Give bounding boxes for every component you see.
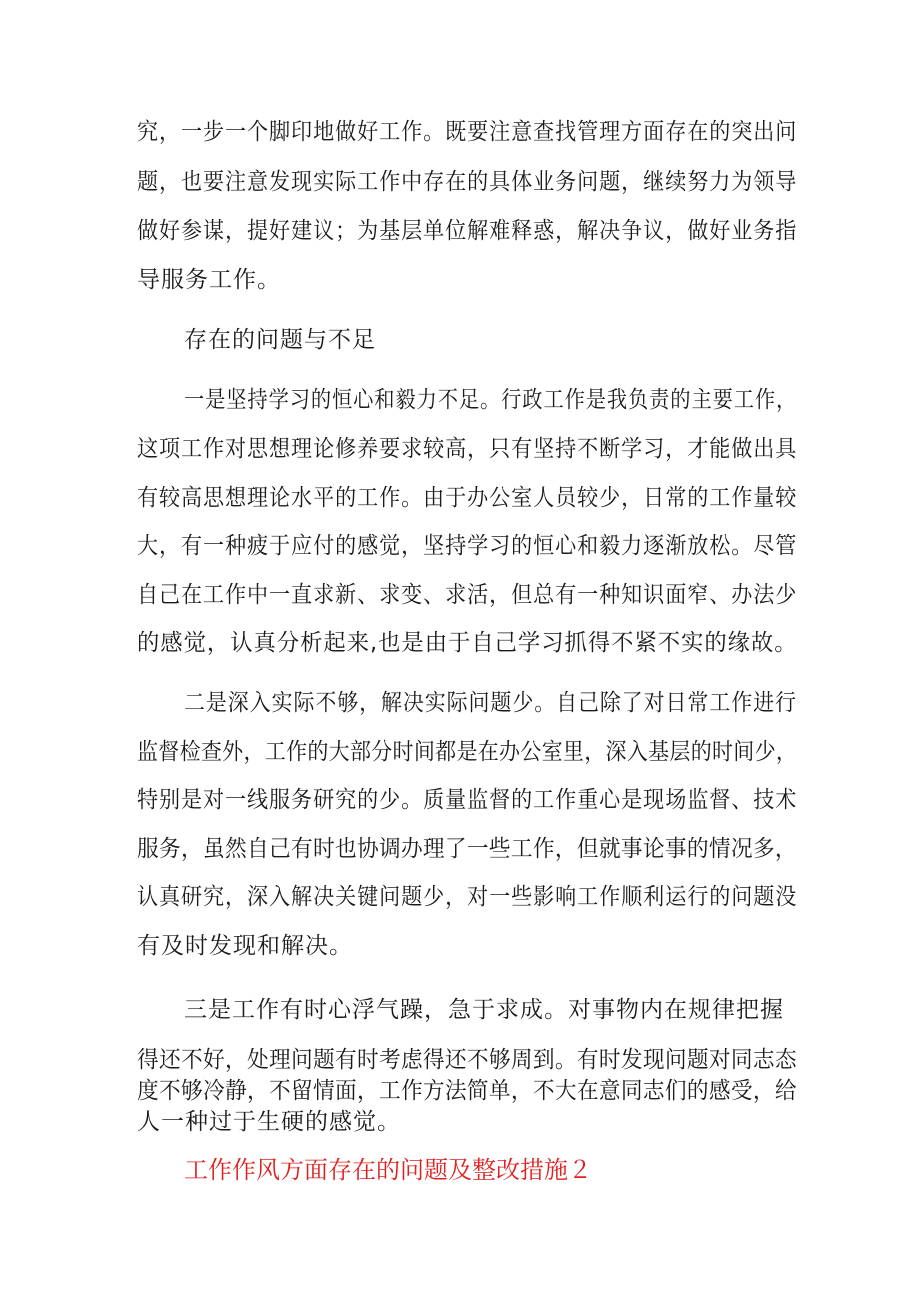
text-line: 有较高思想理论水平的工作。由于办公室人员较少，日常的工作量较: [137, 485, 798, 511]
text-line: 人一种过于生硬的感觉。: [137, 1109, 401, 1135]
section-title: 工作作风方面存在的问题及整改措施２: [184, 1156, 592, 1184]
text-line: 二是深入实际不够，解决实际问题少。自己除了对日常工作进行: [184, 690, 797, 716]
text-line: 这项工作对思想理论修养要求较高，只有坚持不断学习，才能做出具: [137, 436, 798, 462]
text-line: 大，有一种疲于应付的感觉，坚持学习的恒心和毅力逐渐放松。尽管: [137, 533, 798, 559]
text-line: 认真研究，深入解决关键问题少，对一些影响工作顺利运行的问题没: [137, 884, 798, 910]
text-line: 导服务工作。: [137, 267, 281, 293]
text-line: 自己在工作中一直求新、求变、求活，但总有一种知识面窄、办法少: [137, 582, 798, 608]
text-line: 的感觉，认真分析起来,也是由于自己学习抓得不紧不实的缘故。: [137, 630, 798, 656]
text-line: 度不够冷静，不留情面，工作方法简单，不大在意同志们的感受，给: [137, 1078, 797, 1104]
text-line: 服务，虽然自己有时也协调办理了一些工作，但就事论事的情况多，: [137, 836, 797, 862]
section-heading: 存在的问题与不足: [184, 327, 376, 353]
text-line: 一是坚持学习的恒心和毅力不足。行政工作是我负责的主要工作，: [184, 387, 798, 413]
text-line: 究，一步一个脚印地做好工作。既要注意查找管理方面存在的突出问: [137, 119, 798, 145]
text-line: 监督检查外，工作的大部分时间都是在办公室里，深入基层的时间少，: [137, 739, 798, 765]
text-line: 做好参谋，提好建议；为基层单位解难释惑，解决争议，做好业务指: [137, 218, 798, 244]
text-line: 三是工作有时心浮气躁，急于求成。对事物内在规律把握: [184, 997, 784, 1023]
text-line: 有及时发现和解决。: [137, 933, 353, 959]
text-line: 特别是对一线服务研究的少。质量监督的工作重心是现场监督、技术: [137, 787, 798, 813]
text-line: 得还不好，处理问题有时考虑得还不够周到。有时发现问题对同志态: [137, 1047, 797, 1073]
text-line: 题，也要注意发现实际工作中存在的具体业务问题，继续努力为领导: [137, 169, 798, 195]
